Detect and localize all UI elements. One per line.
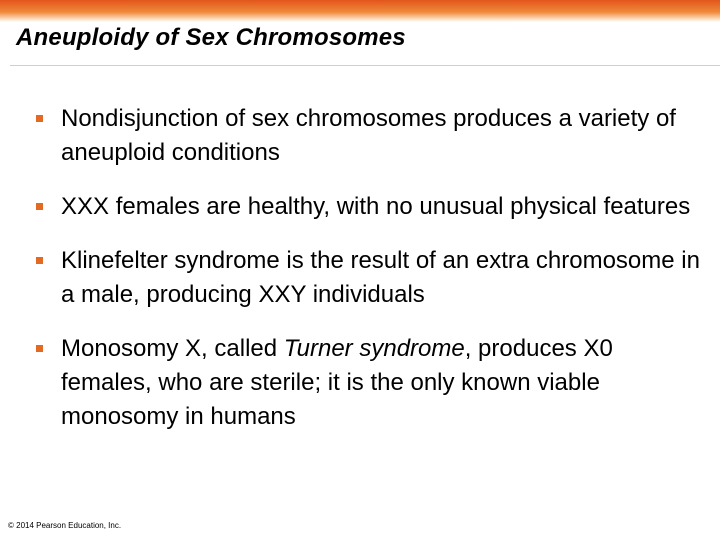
bullet-text [61, 335, 613, 430]
bullet-text-part: , produces X0 females, who are sterile; it is the only known viable monosomy in humans [61, 335, 613, 430]
top-orange-band [0, 0, 720, 22]
square-bullet-icon [36, 345, 43, 352]
bullet-item [34, 102, 704, 170]
turner-syndrome-term: Turner syndrome [283, 335, 465, 362]
title-divider [10, 65, 720, 66]
bullet-text: XXX females are healthy, with no unusual physical features [61, 193, 691, 220]
slide-title: Aneuploidy of Sex Chromosomes [16, 24, 406, 51]
bullet-text: Nondisjunction of sex chromosomes produces a variety of aneuploid conditions [61, 105, 676, 166]
bullet-item [34, 190, 704, 224]
bullet-item [34, 244, 704, 312]
square-bullet-icon [36, 257, 43, 264]
copyright-notice: © 2014 Pearson Education, Inc. [8, 521, 122, 530]
bullet-list [34, 102, 704, 454]
bullet-text: Klinefelter syndrome is the result of an extra chromosome in a male, producing XXY individuals [61, 247, 700, 308]
square-bullet-icon [36, 203, 43, 210]
bullet-item [34, 332, 704, 434]
bullet-text-part: Monosomy X, called [61, 335, 284, 362]
square-bullet-icon [36, 115, 43, 122]
